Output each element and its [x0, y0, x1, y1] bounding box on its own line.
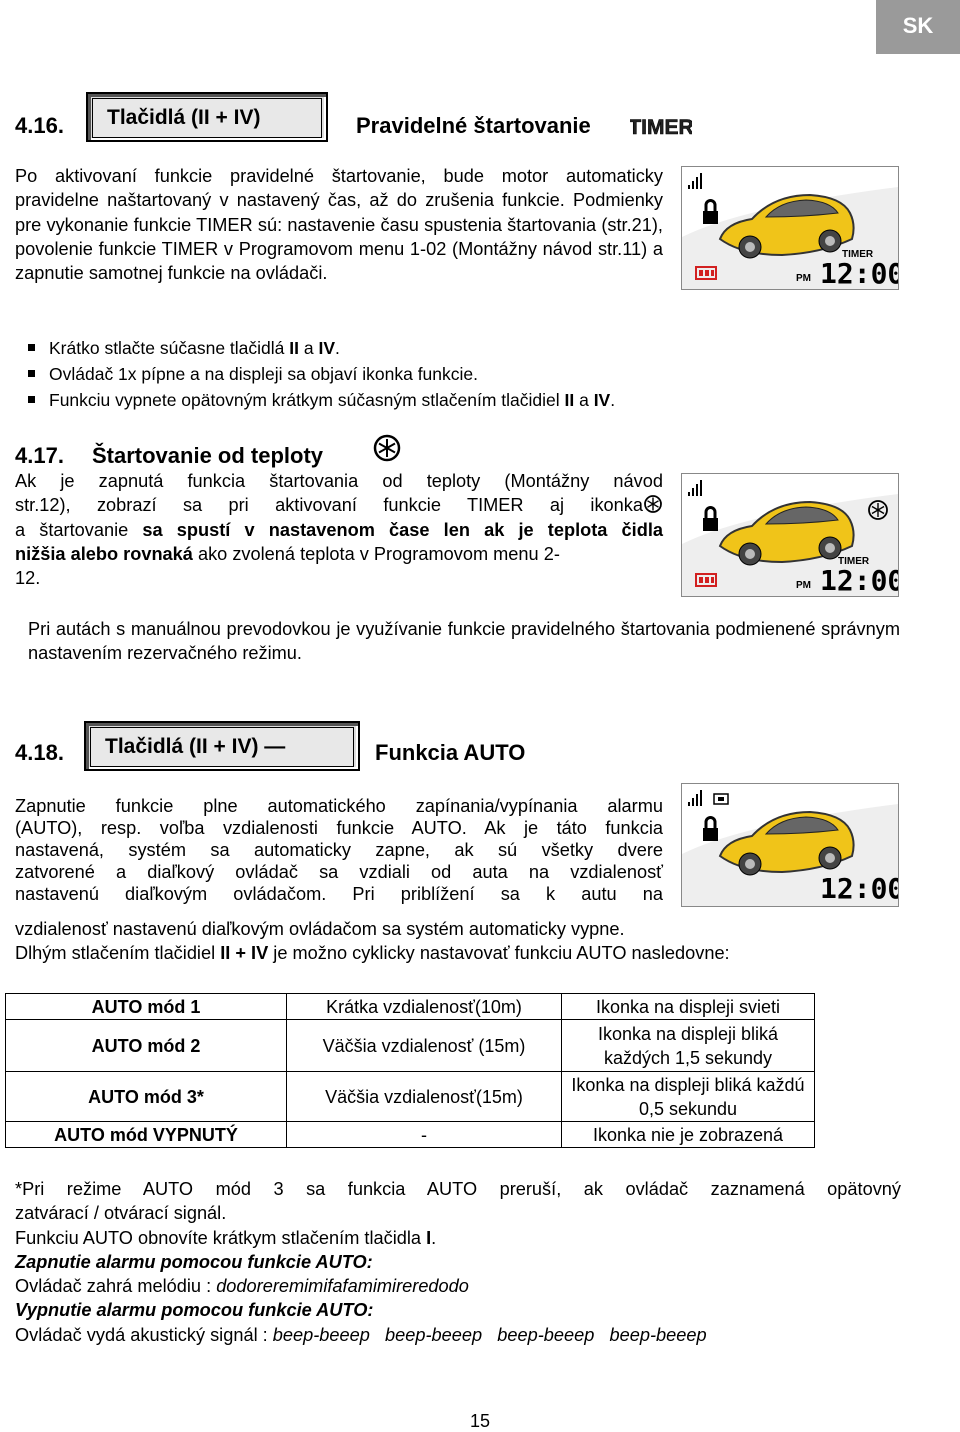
lcd-display-auto	[681, 783, 899, 907]
svg-text:TIMER: TIMER	[842, 249, 874, 260]
table-cell: AUTO mód VYPNUTÝ	[6, 1122, 287, 1148]
text-line: zatvárací / otvárací signál.	[15, 1203, 227, 1224]
text-line: nastavená, systém sa automaticky zapne, ak sú všetky dvere	[15, 840, 663, 860]
svg-text:TIMER: TIMER	[838, 556, 870, 567]
subheading: Vypnutie alarmu pomocou funkcie AUTO:	[15, 1300, 374, 1321]
table-row	[6, 1072, 815, 1122]
section-number-4-16: 4.16.	[15, 113, 64, 138]
bullet-list-4-16	[28, 335, 615, 413]
lcd-display-temperature	[681, 473, 899, 597]
list-item: Krátko stlačte súčasne tlačidlá II a IV.	[28, 335, 615, 361]
signal-icon	[688, 173, 702, 189]
section-title-4-17: Štartovanie od teploty	[92, 443, 324, 468]
button-combo-label: Tlačidlá (II + IV)	[92, 98, 322, 138]
svg-text:PM: PM	[796, 580, 811, 591]
svg-text:12:00: 12:00	[820, 564, 898, 596]
text-line: nižšia alebo rovnaká ako zvolená teplota v Programovom menu 2-	[15, 544, 560, 564]
lcd-car-illustration	[682, 784, 898, 906]
paragraph-text: Po aktivovaní funkcie pravidelné štartovanie, bude motor automaticky pravidelne naštartovaný v nastavený čas, až do zrušenia funkcie. Podmienky pre vykonanie funkcie TIMER sú: nastavenie času spustenia štartovania (str.21), povolenie funkcie TIMER v Programovom menu 1-02 (Montážny návod str.11) a zapnutie samotnej funkcie na ovládači.	[15, 166, 663, 284]
svg-text:12:00: 12:00	[820, 872, 898, 905]
section-number-4-17: 4.17.	[15, 443, 64, 468]
lcd-display-timer	[681, 166, 899, 290]
text-line: Dlhým stlačením tlačidiel II + IV je možno cyklicky nastavovať funkciu AUTO nasledovne:	[15, 943, 730, 963]
text-line: 12.	[15, 568, 41, 588]
svg-text:TIMER: TIMER	[630, 116, 692, 138]
timer-icon	[630, 114, 692, 138]
table-cell: Ikonka na displeji bliká každú 0,5 sekundu	[562, 1072, 815, 1122]
page-number: 15	[469, 1411, 491, 1431]
text-line: Ak je zapnutá funkcia štartovania od teploty (Montážny návod	[15, 471, 663, 491]
table-cell: -	[287, 1122, 562, 1148]
temperature-icon	[372, 434, 402, 462]
table-cell: AUTO mód 1	[6, 994, 287, 1020]
lock-icon	[703, 201, 718, 225]
lcd-car-illustration	[682, 167, 898, 289]
subheading: Zapnutie alarmu pomocou funkcie AUTO:	[15, 1251, 373, 1272]
table-row	[6, 1122, 815, 1148]
auto-icon	[714, 794, 728, 804]
section-title-4-18: Funkcia AUTO	[375, 740, 526, 765]
footer-notes	[15, 1177, 901, 1347]
auto-mode-table	[5, 993, 815, 1148]
list-item: Ovládač 1x pípne a na displeji sa objaví ikonka funkcie.	[28, 361, 615, 387]
lcd-car-illustration	[682, 474, 898, 596]
svg-text:12:00: 12:00	[820, 257, 898, 289]
text-line: Ovládač vydá akustický signál : beep-beeep beep-beeep beep-beeep beep-beeep	[15, 1324, 707, 1345]
table-cell: Ikonka na displeji svieti	[562, 994, 815, 1020]
button-combo-box-4-16	[86, 92, 328, 142]
button-combo-box-4-18	[84, 721, 360, 771]
paragraph-4-16	[15, 164, 663, 285]
paragraph-4-18	[15, 796, 663, 905]
text-line: Ovládač zahrá melódiu : dodoreremimifafamimireredodo	[15, 1276, 469, 1297]
table-row	[6, 1020, 815, 1072]
svg-text:PM: PM	[796, 273, 811, 284]
manual-transmission-note: Pri autách s manuálnou prevodovkou je využívanie funkcie pravidelného štartovania podmienené správnym nastavením rezervačného režimu.	[28, 619, 900, 664]
table-cell: Ikonka na displeji bliká každých 1,5 sekundy	[562, 1020, 815, 1072]
text-line: Zapnutie funkcie plne automatického zapínania/vypínania alarmu	[15, 796, 663, 816]
table-cell: Ikonka nie je zobrazená	[562, 1122, 815, 1148]
button-combo-label: Tlačidlá (II + IV) —	[90, 727, 354, 767]
table-cell: AUTO mód 2	[6, 1020, 287, 1072]
text-line: a štartovanie sa spustí v nastavenom čase len ak je teplota čidla	[15, 520, 663, 540]
table-cell: Väčšia vzdialenosť(15m)	[287, 1072, 562, 1122]
table-cell: Väčšia vzdialenosť (15m)	[287, 1020, 562, 1072]
text-line: (AUTO), resp. voľba vzdialenosti funkcie AUTO. Ak je táto funkcia	[15, 818, 663, 838]
text-line: str.12), zobrazí sa pri aktivovaní funkcie TIMER aj ikonka	[15, 495, 643, 515]
text-line: Funkciu AUTO obnovíte krátkym stlačením tlačidla I.	[15, 1227, 437, 1248]
list-item: Funkciu vypnete opätovným krátkym súčasným stlačením tlačidiel II a IV.	[28, 387, 615, 413]
car-icon	[720, 195, 854, 258]
section-title-4-16: Pravidelné štartovanie	[356, 113, 591, 138]
temperature-icon-inline	[643, 494, 663, 514]
section-number-4-18: 4.18.	[15, 740, 64, 765]
table-cell: AUTO mód 3*	[6, 1072, 287, 1122]
text-line: *Pri režime AUTO mód 3 sa funkcia AUTO preruší, ak ovládač zaznamená opätovný	[15, 1179, 901, 1199]
language-tab: SK	[876, 0, 960, 54]
table-row	[6, 994, 815, 1020]
table-cell: Krátka vzdialenosť(10m)	[287, 994, 562, 1020]
text-line: zatvorené a diaľkový ovládač sa vzdiali od auta na vzdialenosť	[15, 862, 663, 882]
text-line: vzdialenosť nastavenú diaľkovým ovládačom sa systém automaticky vypne.	[15, 919, 625, 939]
text-line: nastavenú diaľkovým ovládačom. Pri priblížení sa k autu na	[15, 884, 663, 904]
